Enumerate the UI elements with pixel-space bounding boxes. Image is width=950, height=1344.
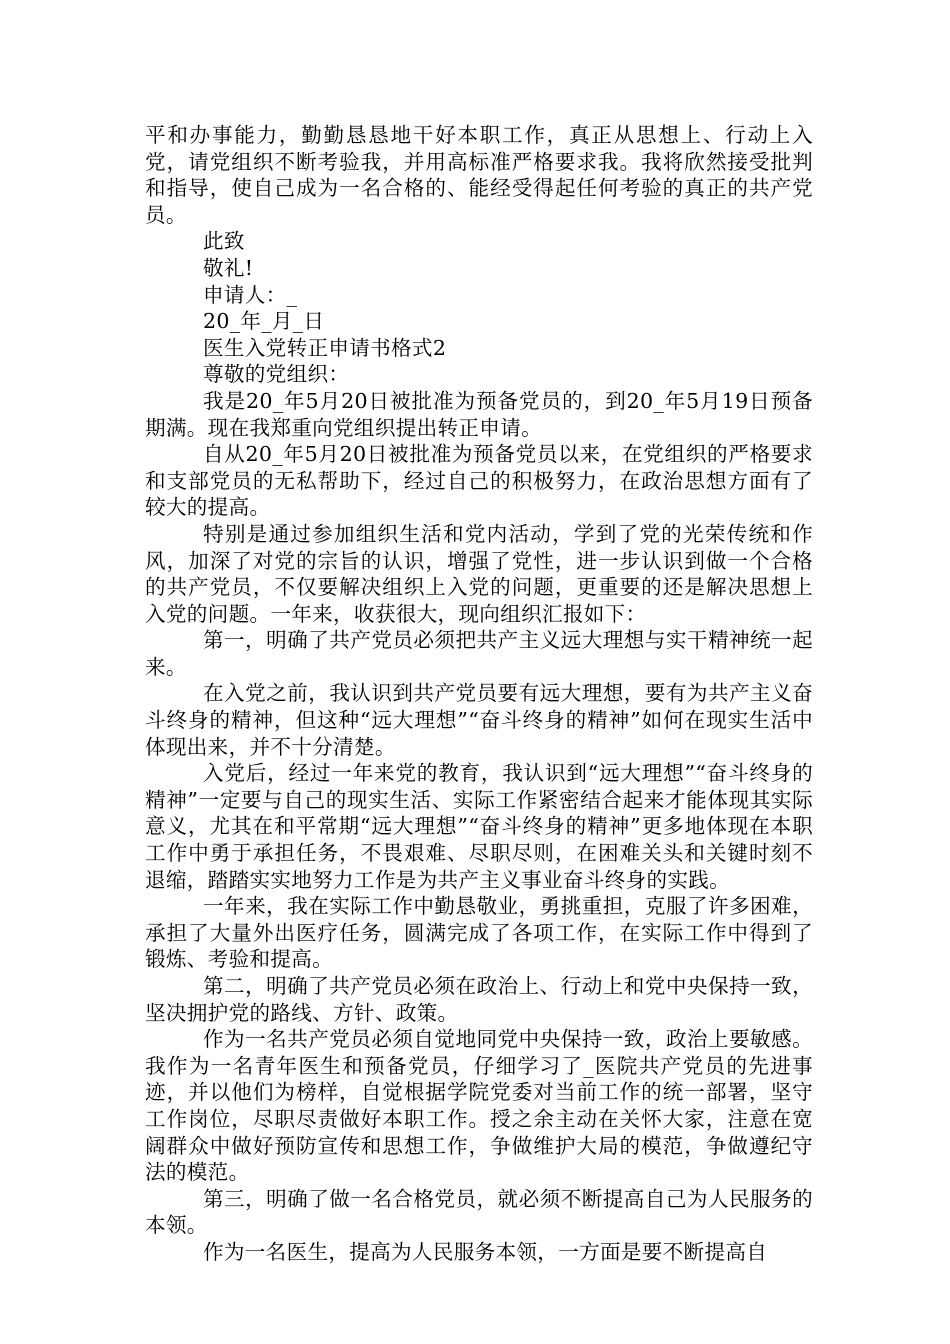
paragraph: 我是20_年5月20日被批准为预备党员的，到20_年5月19日预备期满。现在我郑重向党组织提出转正申请。 xyxy=(145,388,813,440)
paragraph: 第二，明确了共产党员必须在政治上、行动上和党中央保持一致，坚决拥护党的路线、方针、政策。 xyxy=(145,974,813,1025)
paragraph: 作为一名医生，提高为人民服务本领，一方面是要不断提高自 xyxy=(203,1239,768,1264)
paragraph: 在入党之前，我认识到共产党员要有远大理想，要有为共产主义奋斗终身的精神，但这种“远大理想”“奋斗终身的精神”如何在现实生活中体现出来，并不十分清楚。 xyxy=(145,681,813,759)
paragraph: 特别是通过参加组织生活和党内活动，学到了党的光荣传统和作风，加深了对党的宗旨的认识，增强了党性，进一步认识到做一个合格的共产党员，不仅要解决组织上入党的问题，更重要的还是解决思想上入党的问题。一年来，收获很大，现向组织汇报如下： xyxy=(145,521,813,626)
paragraph: 一年来，我在实际工作中勤恳敬业，勇挑重担，克服了许多困难，承担了大量外出医疗任务，圆满完成了各项工作，在实际工作中得到了锻炼、考验和提高。 xyxy=(145,894,813,972)
section-title: 医生入党转正申请书格式2 xyxy=(203,335,447,360)
date-line: 20_年_月_日 xyxy=(203,309,325,334)
paragraph: 自从20_年5月20日被批准为预备党员以来，在党组织的严格要求和支部党员的无私帮助下，经过自己的积极努力，在政治思想方面有了较大的提高。 xyxy=(145,442,813,520)
paragraph: 入党后，经过一年来党的教育，我认识到“远大理想”“奋斗终身的精神”一定要与自己的现实生活、实际工作紧密结合起来才能体现其实际意义，尤其在和平常期“远大理想”“奋斗终身的精神”更多地体现在本职工作中勇于承担任务，不畏艰难、尽职尽则，在困难关头和关键时刻不退缩，踏踏实实地努力工作是为共产主义事业奋斗终身的实践。 xyxy=(145,761,813,892)
paragraph: 第一，明确了共产党员必须把共产主义远大理想与实干精神统一起来。 xyxy=(145,628,813,679)
greeting: 尊敬的党组织： xyxy=(203,362,350,387)
document-page xyxy=(145,122,813,1266)
paragraph: 平和办事能力，勤勤恳恳地干好本职工作，真正从思想上、行动上入党，请党组织不断考验我，并用高标准严格要求我。我将欣然接受批判和指导，使自己成为一名合格的、能经受得起任何考验的真正的共产党员。 xyxy=(145,123,813,227)
closing-salutation: 此致 xyxy=(203,229,245,254)
paragraph: 作为一名共产党员必须自觉地同党中央保持一致，政治上要敏感。我作为一名青年医生和预备党员，仔细学习了_医院共产党员的先进事迹，并以他们为榜样，自觉根据学院党委对当前工作的统一部署，坚守工作岗位，尽职尽责做好本职工作。授之余主动在关怀大家，注意在宽阔群众中做好预防宣传和思想工作，争做维护大局的模范，争做遵纪守法的模范。 xyxy=(145,1027,813,1185)
paragraph: 第三，明确了做一名合格党员，就必须不断提高自己为人民服务的本领。 xyxy=(145,1186,813,1238)
closing-respect: 敬礼! xyxy=(203,255,254,280)
applicant-line: 申请人：_ xyxy=(203,282,298,307)
